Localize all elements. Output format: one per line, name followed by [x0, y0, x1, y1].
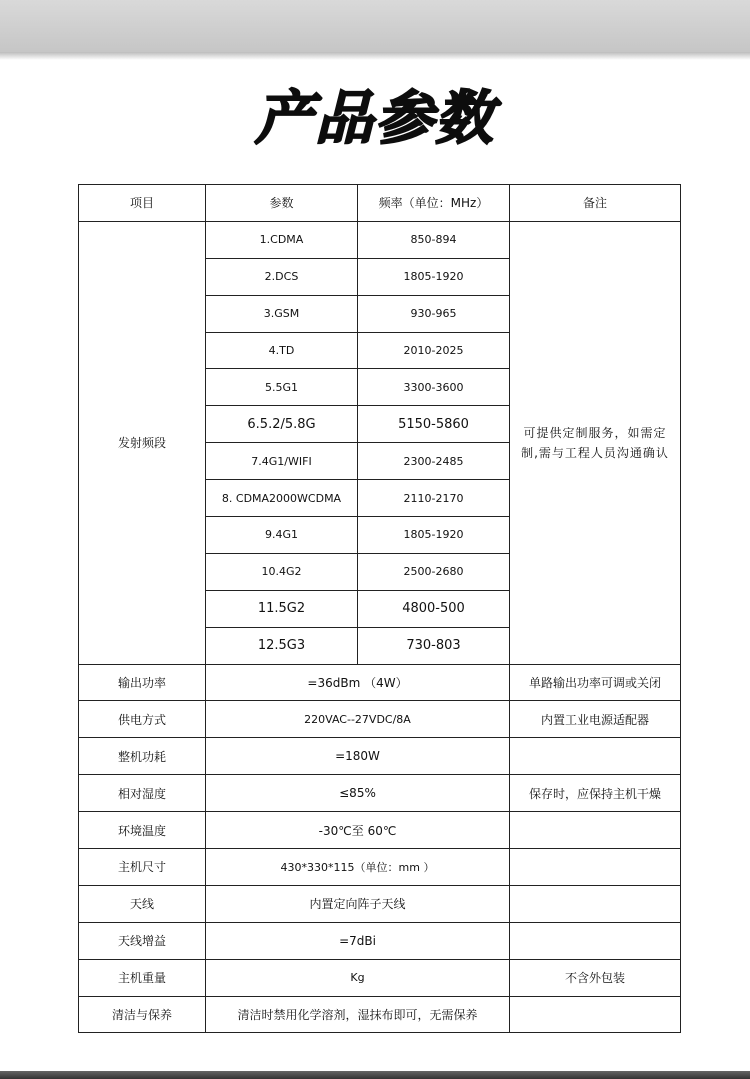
- bottom-decorative-band: [0, 1071, 750, 1079]
- band-name: 10.4G2: [206, 553, 358, 590]
- top-decorative-band: [0, 0, 750, 52]
- spec-value: -30℃至 60℃: [206, 812, 510, 849]
- table-row: [79, 221, 681, 258]
- band-name: 7.4G1/WIFI: [206, 443, 358, 480]
- band-frequency: 930-965: [358, 295, 510, 332]
- spec-note: 内置工业电源适配器: [510, 701, 681, 738]
- header-item: 项目: [79, 185, 206, 222]
- spec-note: 单路输出功率可调或关闭: [510, 664, 681, 701]
- spec-label: 环境温度: [79, 812, 206, 849]
- spec-value: 清洁时禁用化学溶剂，湿抹布即可，无需保养: [206, 996, 510, 1033]
- table-row: [79, 812, 681, 849]
- band-frequency: 2110-2170: [358, 480, 510, 517]
- spec-note: [510, 922, 681, 959]
- table-row: [79, 996, 681, 1033]
- top-band-shadow: [0, 52, 750, 60]
- table-row: [79, 738, 681, 775]
- spec-value: 内置定向阵子天线: [206, 885, 510, 922]
- table-row: [79, 922, 681, 959]
- table-row: [79, 664, 681, 701]
- spec-label: 主机重量: [79, 959, 206, 996]
- spec-label: 主机尺寸: [79, 849, 206, 886]
- spec-label: 供电方式: [79, 701, 206, 738]
- band-frequency: 3300-3600: [358, 369, 510, 406]
- spec-note: [510, 738, 681, 775]
- band-frequency: 2300-2485: [358, 443, 510, 480]
- band-name: 6.5.2/5.8G: [206, 406, 358, 443]
- emission-label: 发射频段: [79, 221, 206, 664]
- emission-note: 可提供定制服务，如需定制,需与工程人员沟通确认: [510, 221, 681, 664]
- spec-label: 整机功耗: [79, 738, 206, 775]
- band-name: 4.TD: [206, 332, 358, 369]
- spec-value: 220VAC--27VDC/8A: [206, 701, 510, 738]
- band-name: 12.5G3: [206, 627, 358, 664]
- table-header-row: [79, 185, 681, 222]
- spec-value: =180W: [206, 738, 510, 775]
- spec-value: ≤85%: [206, 775, 510, 812]
- spec-label: 天线增益: [79, 922, 206, 959]
- spec-table: [78, 184, 681, 1033]
- header-param: 参数: [206, 185, 358, 222]
- table-row: [79, 885, 681, 922]
- spec-note: 保存时，应保持主机干燥: [510, 775, 681, 812]
- spec-value: 430*330*115（单位：mm ）: [206, 849, 510, 886]
- table-row: [79, 701, 681, 738]
- band-frequency: 2010-2025: [358, 332, 510, 369]
- spec-value: =7dBi: [206, 922, 510, 959]
- spec-label: 清洁与保养: [79, 996, 206, 1033]
- band-name: 5.5G1: [206, 369, 358, 406]
- table-row: [79, 959, 681, 996]
- header-remark: 备注: [510, 185, 681, 222]
- spec-label: 输出功率: [79, 664, 206, 701]
- band-frequency: 4800-500: [358, 590, 510, 627]
- spec-value: =36dBm （4W）: [206, 664, 510, 701]
- spec-value: Kg: [206, 959, 510, 996]
- band-frequency: 730-803: [358, 627, 510, 664]
- spec-note: 不含外包装: [510, 959, 681, 996]
- spec-note: [510, 812, 681, 849]
- spec-label: 相对湿度: [79, 775, 206, 812]
- spec-label: 天线: [79, 885, 206, 922]
- band-name: 8. CDMA2000WCDMA: [206, 480, 358, 517]
- band-frequency: 1805-1920: [358, 258, 510, 295]
- spec-note: [510, 996, 681, 1033]
- band-name: 3.GSM: [206, 295, 358, 332]
- band-frequency: 850-894: [358, 221, 510, 258]
- band-frequency: 2500-2680: [358, 553, 510, 590]
- band-name: 2.DCS: [206, 258, 358, 295]
- header-frequency: 频率（单位：MHz）: [358, 185, 510, 222]
- band-name: 11.5G2: [206, 590, 358, 627]
- band-frequency: 1805-1920: [358, 517, 510, 554]
- spec-note: [510, 885, 681, 922]
- spec-note: [510, 849, 681, 886]
- band-name: 1.CDMA: [206, 221, 358, 258]
- table-row: [79, 849, 681, 886]
- band-frequency: 5150-5860: [358, 406, 510, 443]
- page-title: 产品参数: [254, 84, 495, 152]
- band-name: 9.4G1: [206, 517, 358, 554]
- table-row: [79, 775, 681, 812]
